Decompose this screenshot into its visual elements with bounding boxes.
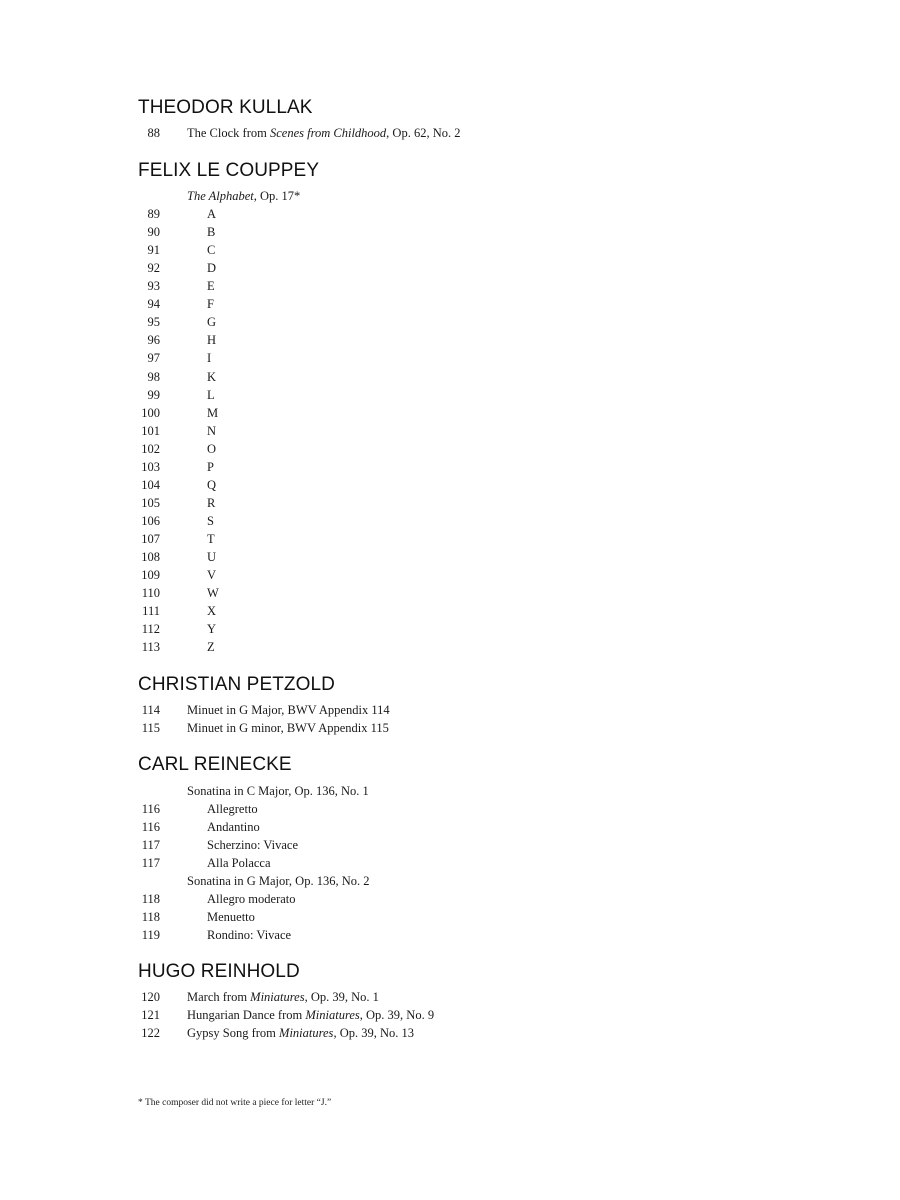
movement-title: Scherzino: Vivace (207, 838, 298, 852)
letter-title: I (207, 351, 212, 366)
composer-heading: HUGO REINHOLD (138, 961, 300, 982)
page-number: 117 (141, 856, 160, 870)
movement-title: Rondino: Vivace (207, 928, 292, 942)
piece-title: Gypsy Song from Miniatures, Op. 39, No. 13 (187, 1026, 414, 1040)
movement-title: Allegro moderato (207, 892, 296, 906)
composer-heading: FELIX LE COUPPEY (138, 160, 320, 181)
page-number: 106 (141, 513, 160, 528)
page-number: 118 (141, 910, 160, 924)
page-number: 115 (141, 721, 160, 735)
page-number: 102 (141, 441, 160, 456)
page-number: 88 (147, 126, 160, 140)
work-title-text: Sonatina in G Major, Op. 136, No. 2 (187, 874, 370, 888)
page-number: 89 (147, 207, 160, 221)
composer-heading: CARL REINECKE (138, 754, 292, 775)
letter-title: P (207, 459, 214, 474)
page-number: 90 (147, 225, 160, 240)
page-number: 93 (147, 279, 160, 294)
movement-title: Allegretto (207, 802, 258, 816)
page-number: 114 (141, 703, 160, 717)
work-title-text: The Alphabet, Op. 17* (187, 189, 301, 203)
page-number: 91 (147, 243, 160, 258)
letter-title: G (207, 315, 217, 330)
page-number: 110 (141, 586, 160, 600)
letter-title: S (207, 513, 214, 528)
letter-title: C (207, 243, 216, 258)
page-number: 116 (141, 820, 160, 834)
page-number: 100 (141, 405, 160, 420)
letter-title: K (207, 369, 217, 384)
piece-title: March from Miniatures, Op. 39, No. 1 (187, 990, 379, 1004)
page-number: 122 (141, 1026, 160, 1040)
letter-title: M (207, 405, 219, 420)
page-number: 103 (141, 459, 160, 474)
composer-heading: THEODOR KULLAK (138, 97, 313, 118)
letter-title: Q (207, 477, 217, 492)
page-number: 95 (147, 315, 160, 330)
letter-title: F (207, 297, 214, 312)
page-number: 104 (141, 477, 160, 492)
piece-title: Minuet in G minor, BWV Appendix 115 (187, 721, 389, 735)
composer-heading: CHRISTIAN PETZOLD (138, 674, 335, 695)
letter-title: E (207, 279, 215, 294)
page-number: 119 (141, 928, 160, 942)
letter-title: T (207, 531, 215, 546)
page-number: 111 (142, 604, 160, 619)
letter-title: N (207, 423, 217, 438)
footnote: * The composer did not write a piece for letter “J.” (138, 1098, 332, 1108)
page-number: 94 (147, 297, 160, 312)
page-number: 105 (141, 495, 160, 510)
letter-title: Z (207, 640, 215, 655)
page-number: 96 (147, 333, 160, 348)
letter-title: X (207, 604, 217, 619)
page-number: 121 (141, 1008, 160, 1022)
letter-title: O (207, 441, 217, 456)
page-number: 112 (141, 622, 160, 637)
page-number: 116 (141, 802, 160, 816)
page-number: 108 (141, 550, 160, 564)
page-number: 92 (147, 261, 160, 276)
piece-title: The Clock from Scenes from Childhood, Op. 62, No. 2 (187, 126, 461, 140)
movement-title: Alla Polacca (207, 856, 271, 870)
letter-title: Y (207, 622, 217, 637)
movement-title: Menuetto (207, 910, 255, 924)
letter-title: D (207, 261, 217, 276)
letter-title: A (207, 207, 217, 221)
letter-title: R (207, 495, 216, 510)
page-number: 113 (141, 640, 160, 655)
page-number: 98 (147, 369, 160, 384)
page-number: 97 (147, 351, 160, 366)
letter-title: U (207, 550, 217, 564)
page-number: 107 (141, 531, 160, 546)
piece-title: Minuet in G Major, BWV Appendix 114 (187, 703, 390, 717)
movement-title: Andantino (207, 820, 260, 834)
page-number: 117 (141, 838, 160, 852)
page-number: 101 (141, 423, 160, 438)
letter-title: H (207, 333, 217, 348)
page-number: 99 (147, 387, 160, 402)
letter-title: V (207, 568, 217, 582)
page-number: 120 (141, 990, 160, 1004)
letter-title: B (207, 225, 216, 240)
letter-title: W (207, 586, 219, 600)
work-title-text: Sonatina in C Major, Op. 136, No. 1 (187, 784, 369, 798)
page-number: 109 (141, 568, 160, 582)
page-number: 118 (141, 892, 160, 906)
piece-title: Hungarian Dance from Miniatures, Op. 39, No. 9 (187, 1008, 435, 1022)
letter-title: L (207, 387, 215, 402)
